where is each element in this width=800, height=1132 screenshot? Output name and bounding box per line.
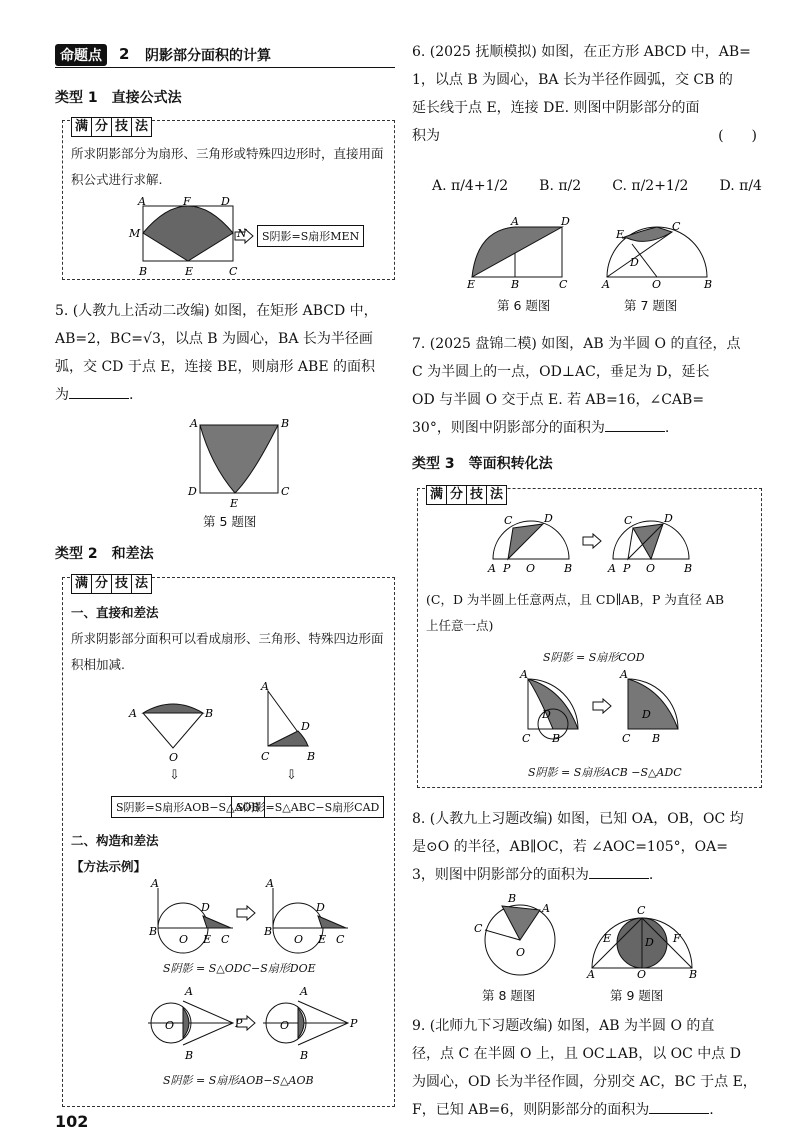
svg-text:D: D bbox=[301, 720, 310, 733]
svg-text:O: O bbox=[165, 1019, 175, 1032]
svg-text:B: B bbox=[307, 750, 316, 763]
svg-text:O: O bbox=[294, 933, 304, 946]
q9-text: 9. (北师九下习题改编) 如图，AB 为半圆 O 的直 径，点 C 在半圆 O 上，且 OC⊥AB，以 OC 中点 D 为圆心，OD 长为半径作圆，分别交 AC，BC 于点 E， F，已知 AB=6，则阴影部分的面积为 . bbox=[412, 1018, 757, 1118]
svg-text:O: O bbox=[179, 933, 189, 946]
q7-text: 7. (2025 盘锦二模) 如图，AB 为半圆 O 的直径，点 C 为半圆上的一点，OD⊥AC，垂足为 D，延长 OD 与半圆 O 交于点 E. 若 AB=16，∠CAB= 30°，则图中阴影部分的面积为 . bbox=[412, 336, 741, 436]
svg-text:C: C bbox=[522, 732, 531, 745]
down-arrow-icon: ⇩ bbox=[286, 768, 297, 783]
svg-text:C: C bbox=[229, 265, 238, 278]
svg-text:A: A bbox=[151, 877, 159, 890]
type1-text: 所求阴影部分为扇形、三角形或特殊四边形时，直接用面积公式进行求解. bbox=[71, 146, 384, 187]
svg-text:E: E bbox=[467, 278, 476, 291]
svg-text:O: O bbox=[169, 751, 179, 764]
type2-formula4: S阴影 = S扇形AOB−S△AOB bbox=[163, 1074, 314, 1087]
svg-text:A: A bbox=[520, 668, 528, 681]
svg-text:D: D bbox=[645, 936, 654, 949]
q9-caption: 第 9 题图 bbox=[610, 988, 664, 1003]
svg-text:C: C bbox=[622, 732, 631, 745]
section-number: 2 bbox=[119, 45, 130, 63]
svg-text:P: P bbox=[350, 1017, 358, 1030]
svg-text:O: O bbox=[526, 562, 536, 575]
q6-option-d[interactable]: D. π/4 bbox=[719, 178, 762, 194]
q6-option-c[interactable]: C. π/2+1/2 bbox=[612, 178, 689, 194]
q7-answer-blank[interactable] bbox=[605, 418, 665, 432]
q7-caption: 第 7 题图 bbox=[624, 298, 678, 313]
svg-text:C: C bbox=[261, 750, 270, 763]
svg-text:F: F bbox=[673, 932, 681, 945]
svg-text:D: D bbox=[542, 708, 551, 721]
section-header bbox=[55, 42, 395, 68]
svg-text:P: P bbox=[235, 1017, 243, 1030]
svg-text:B: B bbox=[564, 562, 573, 575]
svg-text:A: A bbox=[138, 195, 146, 208]
svg-text:C: C bbox=[336, 933, 345, 946]
type2-formula3: S阴影 = S△ODC−S扇形DOE bbox=[163, 962, 316, 975]
svg-text:D: D bbox=[221, 195, 230, 208]
type2-fig1 bbox=[123, 703, 223, 768]
page-number: 102 bbox=[55, 1112, 89, 1131]
svg-text:D: D bbox=[201, 901, 210, 914]
svg-text:F: F bbox=[183, 195, 191, 208]
svg-text:A: A bbox=[602, 278, 610, 291]
type1-title: 类型 1 直接公式法 bbox=[55, 90, 182, 106]
svg-text:D: D bbox=[664, 512, 673, 525]
q6-figure bbox=[467, 215, 577, 291]
svg-text:A: A bbox=[266, 877, 274, 890]
section-badge: 命题点 bbox=[55, 44, 107, 66]
arrow-icon bbox=[235, 229, 255, 243]
svg-text:A: A bbox=[300, 985, 308, 998]
svg-text:C: C bbox=[637, 904, 646, 917]
q6-caption: 第 6 题图 bbox=[497, 298, 551, 313]
svg-text:P: P bbox=[623, 562, 631, 575]
type2-example: 【方法示例】 bbox=[71, 859, 147, 874]
q6-option-a[interactable]: A. π/4+1/2 bbox=[432, 178, 509, 194]
type3-formula1: S阴影 = S扇形COD bbox=[543, 651, 645, 664]
svg-text:C: C bbox=[559, 278, 568, 291]
type3-fig4 bbox=[618, 668, 688, 745]
svg-text:B: B bbox=[149, 925, 158, 938]
svg-text:O: O bbox=[652, 278, 662, 291]
arrow-icon bbox=[237, 906, 257, 920]
type2-fig4 bbox=[258, 877, 358, 958]
svg-text:B: B bbox=[508, 892, 517, 905]
svg-text:A: A bbox=[620, 668, 628, 681]
svg-text:B: B bbox=[205, 707, 214, 720]
svg-text:C: C bbox=[624, 514, 633, 527]
svg-text:A: A bbox=[185, 985, 193, 998]
type2-fig5 bbox=[143, 983, 243, 1063]
left-column bbox=[55, 0, 395, 1132]
q6-text: 6. (2025 抚顺模拟) 如图，在正方形 ABCD 中，AB= 1，以点 B 为圆心，BA 长为半径作圆弧，交 CB 的 延长线于点 E，连接 DE. 则图中阴影部分的面 积为 ( ) bbox=[412, 44, 757, 144]
arrow-icon bbox=[593, 699, 613, 713]
down-arrow-icon: ⇩ bbox=[169, 768, 180, 783]
svg-text:M: M bbox=[129, 227, 141, 240]
arrow-icon bbox=[583, 534, 603, 548]
tip-tag: 满 分 技 法 bbox=[426, 485, 507, 505]
svg-text:B: B bbox=[264, 925, 273, 938]
arrow-icon bbox=[237, 1016, 257, 1030]
q8-answer-blank[interactable] bbox=[589, 865, 649, 879]
svg-text:A: A bbox=[261, 680, 269, 693]
type3-fig3 bbox=[518, 668, 588, 745]
svg-text:B: B bbox=[684, 562, 693, 575]
type3-tip-box bbox=[417, 488, 762, 788]
svg-text:N: N bbox=[237, 227, 247, 240]
svg-text:B: B bbox=[652, 732, 661, 745]
svg-text:E: E bbox=[616, 228, 625, 241]
svg-text:P: P bbox=[503, 562, 511, 575]
svg-text:E: E bbox=[203, 933, 212, 946]
type2-text: 所求阴影部分面积可以看成扇形、三角形、特殊四边形面积相加减. bbox=[71, 631, 384, 672]
svg-text:A: A bbox=[542, 902, 550, 915]
svg-text:C: C bbox=[672, 220, 681, 233]
q7-figure bbox=[602, 220, 713, 291]
q8-figure bbox=[474, 892, 562, 978]
type1-tip-box bbox=[62, 120, 395, 280]
svg-text:E: E bbox=[318, 933, 327, 946]
svg-text:B: B bbox=[689, 968, 698, 981]
tip-tag: 满 分 技 法 bbox=[71, 574, 152, 594]
svg-text:A: A bbox=[587, 968, 595, 981]
svg-text:A: A bbox=[511, 215, 519, 228]
q6-option-b[interactable]: B. π/2 bbox=[539, 178, 582, 194]
svg-text:D: D bbox=[630, 256, 639, 269]
type2-formula2: S阴影=S△ABC−S扇形CAD bbox=[231, 796, 384, 818]
svg-text:A: A bbox=[608, 562, 616, 575]
section-title: 阴影部分面积的计算 bbox=[145, 48, 271, 64]
q6-options bbox=[432, 172, 762, 200]
svg-text:D: D bbox=[642, 708, 651, 721]
q8-text: 8. (人教九上习题改编) 如图，已知 OA，OB，OC 均 是⊙O 的半径，AB∥OC，若 ∠AOC=105°，OA= 3，则图中阴影部分的面积为 . bbox=[412, 811, 744, 883]
q9-figure bbox=[587, 898, 698, 981]
type3-title: 类型 3 等面积转化法 bbox=[412, 456, 553, 472]
type1-formula: S阴影=S扇形MEN bbox=[257, 225, 364, 247]
tip-tag: 满 分 技 法 bbox=[71, 117, 152, 137]
svg-text:B: B bbox=[185, 1049, 194, 1062]
svg-text:O: O bbox=[516, 946, 526, 959]
svg-text:C: C bbox=[221, 933, 230, 946]
svg-text:D: D bbox=[561, 215, 570, 228]
svg-text:D: D bbox=[188, 485, 197, 498]
right-column bbox=[412, 0, 762, 1132]
type2-fig2 bbox=[253, 680, 333, 763]
type2-formula1: S阴影=S扇形AOB−S△AOB bbox=[111, 796, 265, 818]
svg-text:O: O bbox=[280, 1019, 290, 1032]
svg-text:A: A bbox=[190, 417, 198, 430]
svg-text:B: B bbox=[511, 278, 520, 291]
svg-text:A: A bbox=[488, 562, 496, 575]
svg-text:E: E bbox=[603, 932, 612, 945]
svg-text:B: B bbox=[704, 278, 713, 291]
type2-fig3 bbox=[143, 877, 243, 958]
type2-fig6 bbox=[258, 983, 358, 1063]
svg-text:B: B bbox=[281, 417, 290, 430]
svg-text:B: B bbox=[300, 1049, 309, 1062]
type3-note: (C，D 为半圆上任意两点，且 CD∥AB，P 为直径 AB 上任意一点) bbox=[426, 592, 725, 633]
svg-text:D: D bbox=[316, 901, 325, 914]
type2-title: 类型 2 和差法 bbox=[55, 546, 154, 562]
type2-tip-box bbox=[62, 577, 395, 1107]
svg-text:E: E bbox=[185, 265, 194, 278]
svg-text:C: C bbox=[474, 922, 483, 935]
type2-sub1: 一、直接和差法 bbox=[71, 605, 159, 620]
q5-answer-blank[interactable] bbox=[69, 385, 129, 399]
type3-fig1 bbox=[488, 514, 578, 579]
type2-sub2: 二、构造和差法 bbox=[71, 833, 159, 848]
svg-text:D: D bbox=[544, 512, 553, 525]
svg-text:O: O bbox=[646, 562, 656, 575]
svg-text:C: C bbox=[504, 514, 513, 527]
q5-text: 5. (人教九上活动二改编) 如图，在矩形 ABCD 中， AB=2，BC=√3，以点 B 为圆心，BA 长为半径画 弧，交 CD 于点 E，连接 BE，则扇形 ABE 的面积 为 . bbox=[55, 303, 378, 403]
svg-text:E: E bbox=[230, 497, 239, 510]
q5-caption: 第 5 题图 bbox=[203, 514, 257, 529]
q5-figure bbox=[188, 415, 295, 510]
svg-text:O: O bbox=[637, 968, 647, 981]
svg-text:B: B bbox=[552, 732, 561, 745]
q9-answer-blank[interactable] bbox=[649, 1100, 709, 1114]
svg-text:B: B bbox=[139, 265, 148, 278]
q8-caption: 第 8 题图 bbox=[482, 988, 536, 1003]
type3-fig2 bbox=[608, 514, 698, 579]
type3-formula2: S阴影 = S扇形ACB −S△ADC bbox=[528, 766, 682, 779]
svg-text:C: C bbox=[281, 485, 290, 498]
svg-text:A: A bbox=[129, 707, 137, 720]
